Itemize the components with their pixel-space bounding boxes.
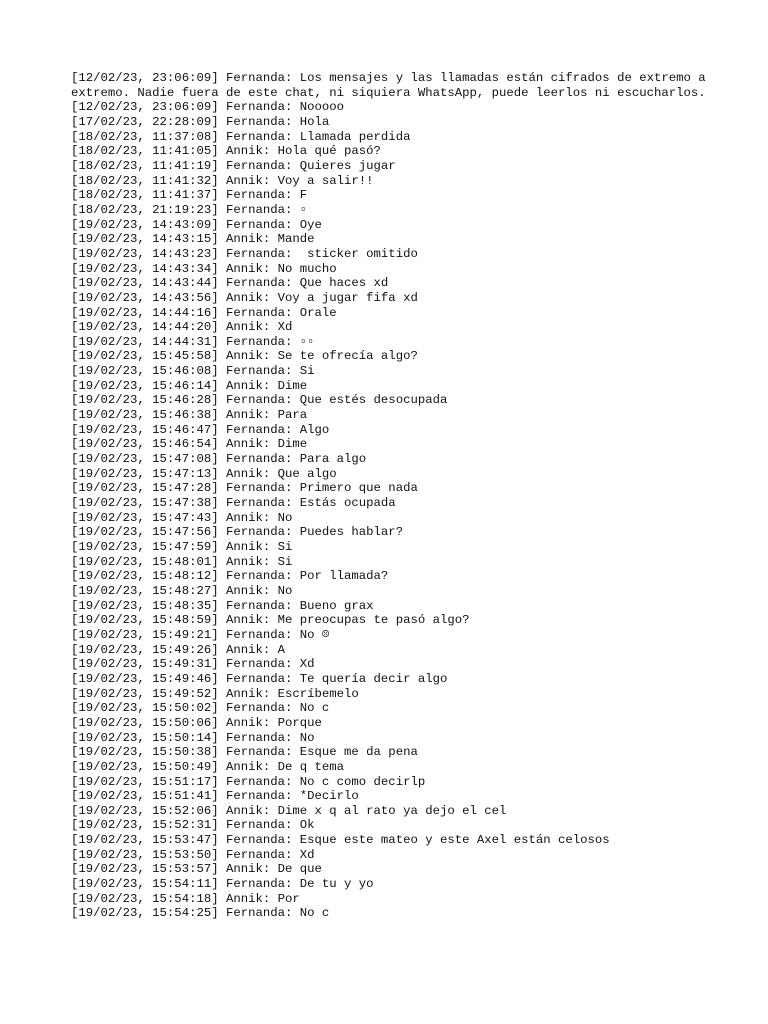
chat-message-line: [18/02/23, 11:41:05] Annik: Hola qué pasó? [71,144,381,159]
chat-message-line: [19/02/23, 15:47:13] Annik: Que algo [71,466,337,481]
chat-message-line: [19/02/23, 14:43:34] Annik: No mucho [71,261,337,276]
chat-message-line: [19/02/23, 15:48:27] Annik: No [71,583,293,598]
chat-message-line: [19/02/23, 15:49:52] Annik: Escríbemelo [71,686,359,701]
chat-message-line: [19/02/23, 14:43:56] Annik: Voy a jugar fifa xd [71,290,418,305]
chat-message-line: [19/02/23, 15:53:57] Annik: De que [71,862,322,877]
chat-message-line: [19/02/23, 15:52:06] Annik: Dime x q al rato ya dejo el cel [71,803,507,818]
chat-message-line: [12/02/23, 23:06:09] Fernanda: Los mensajes y las llamadas están cifrados de extremo a extremo. Nadie fuera de este chat, ni siquiera WhatsApp, puede leerlos ni escucharlos. [71,71,714,100]
chat-message-line: [19/02/23, 15:46:38] Annik: Para [71,408,308,423]
chat-message-line: [19/02/23, 15:47:38] Fernanda: Estás ocupada [71,496,396,511]
chat-message-line: [19/02/23, 15:46:08] Fernanda: Si [71,364,315,379]
chat-message-line: [19/02/23, 15:52:31] Fernanda: Ok [71,818,315,833]
chat-message-line: [19/02/23, 15:49:31] Fernanda: Xd [71,657,315,672]
chat-message-line: [19/02/23, 15:48:35] Fernanda: Bueno grax [71,598,374,613]
chat-message-line: [18/02/23, 11:41:32] Annik: Voy a salir!! [71,173,374,188]
chat-message-line: [19/02/23, 15:47:59] Annik: Si [71,540,293,554]
chat-message-line: [19/02/23, 15:53:50] Fernanda: Xd [71,847,315,862]
chat-message-line: [19/02/23, 15:46:28] Fernanda: Que estés desocupada [71,393,448,408]
chat-message-line: [19/02/23, 15:47:28] Fernanda: Primero que nada [71,481,418,496]
chat-message-line: [12/02/23, 23:06:09] Fernanda: Nooooo [71,100,345,115]
chat-message-line: [19/02/23, 15:46:47] Fernanda: Algo [71,422,330,437]
chat-message-line: [19/02/23, 15:51:41] Fernanda: *Decirlo [71,789,359,804]
chat-message-line: [17/02/23, 22:28:09] Fernanda: Hola [71,114,330,129]
chat-message-line: [19/02/23, 15:47:43] Annik: No [71,510,293,525]
chat-message-line: [18/02/23, 21:19:23] Fernanda: ▫ [71,202,308,217]
chat-transcript [71,71,714,921]
chat-message-line: [19/02/23, 15:53:47] Fernanda: Esque este mateo y este Axel están celosos [71,833,610,848]
chat-message-line: [19/02/23, 15:49:26] Annik: A [71,642,286,657]
chat-message-line: [19/02/23, 14:44:20] Annik: Xd [71,320,293,335]
chat-message-line: [19/02/23, 15:50:38] Fernanda: Esque me da pena [71,745,418,760]
chat-message-line: [19/02/23, 14:44:16] Fernanda: Orale [71,305,337,320]
chat-message-line: [19/02/23, 15:50:49] Annik: De q tema [71,759,345,774]
chat-message-line: [19/02/23, 15:51:17] Fernanda: No c como decirlp [71,774,426,789]
chat-message-line: [19/02/23, 15:48:59] Annik: Me preocupas te pasó algo? [71,613,470,628]
chat-message-line: [19/02/23, 14:43:15] Annik: Mande [71,232,315,247]
chat-message-line: [18/02/23, 11:41:37] Fernanda: F [71,188,308,203]
chat-message-line: [19/02/23, 15:49:46] Fernanda: Te quería decir algo [71,671,448,686]
chat-message-line: [19/02/23, 15:48:12] Fernanda: Por llamada? [71,569,389,584]
chat-message-line: [19/02/23, 15:48:01] Annik: Si [71,554,293,569]
chat-message-line: [19/02/23, 15:54:25] Fernanda: No c [71,906,330,921]
chat-message-line: [19/02/23, 14:43:23] Fernanda: sticker omitido [71,246,418,261]
chat-message-line: [19/02/23, 14:44:31] Fernanda: ▫▫ [71,334,315,349]
chat-message-line: [19/02/23, 15:50:02] Fernanda: No c [71,701,330,716]
chat-message-line: [19/02/23, 15:46:54] Annik: Dime [71,437,308,452]
chat-message-line: [18/02/23, 11:41:19] Fernanda: Quieres jugar [71,158,396,173]
chat-message-line: [19/02/23, 15:50:14] Fernanda: No [71,730,315,745]
chat-message-line: [18/02/23, 11:37:08] Fernanda: Llamada perdida [71,129,411,144]
chat-message-line: [19/02/23, 15:49:21] Fernanda: No ☹ [71,627,330,642]
chat-message-line: [19/02/23, 15:46:14] Annik: Dime [71,378,308,393]
chat-message-line: [19/02/23, 15:50:06] Annik: Porque [71,715,322,730]
chat-message-line: [19/02/23, 15:47:08] Fernanda: Para algo [71,452,367,467]
chat-message-line: [19/02/23, 15:54:18] Annik: Por [71,891,300,906]
chat-message-line: [19/02/23, 15:45:58] Annik: Se te ofrecía algo? [71,349,418,364]
chat-message-line: [19/02/23, 14:43:09] Fernanda: Oye [71,217,322,232]
chat-message-line: [19/02/23, 14:43:44] Fernanda: Que haces xd [71,276,389,291]
chat-message-line: [19/02/23, 15:54:11] Fernanda: De tu y yo [71,877,374,892]
chat-message-line: [19/02/23, 15:47:56] Fernanda: Puedes hablar? [71,525,404,540]
